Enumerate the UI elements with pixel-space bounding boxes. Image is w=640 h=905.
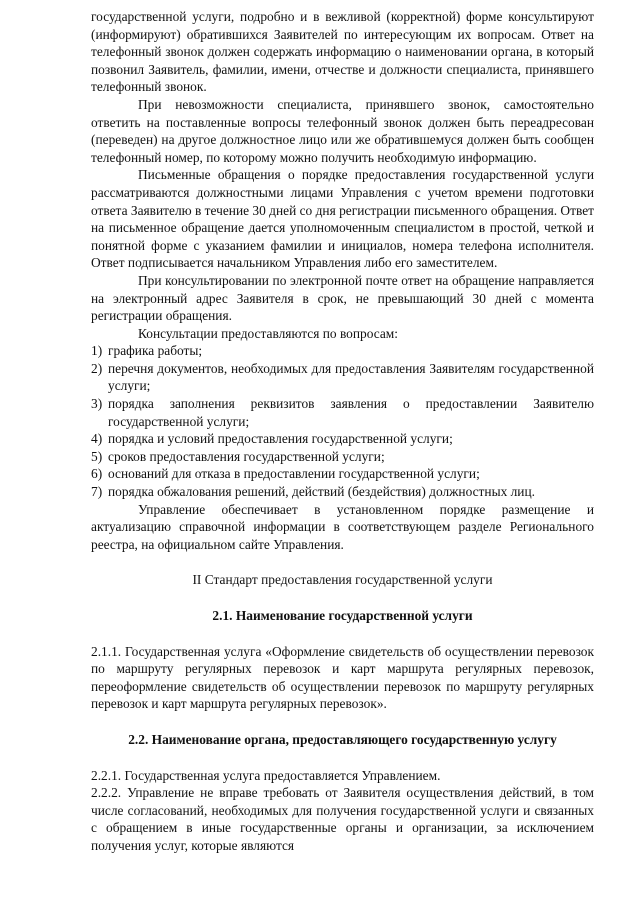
subsection-title-providing-body: 2.2. Наименование органа, предоставляющего государственную услугу <box>128 731 557 747</box>
list-item-number: 1) <box>91 343 103 359</box>
list-item <box>91 465 594 483</box>
list-item <box>91 360 594 395</box>
paragraph-consult-topics-intro: Консультации предоставляются по вопросам: <box>138 325 399 341</box>
list-item <box>91 342 594 360</box>
section-title: II Стандарт предоставления государственной услуги <box>192 572 493 588</box>
list-item-text: графика работы; <box>108 343 203 359</box>
paragraph-service-name: 2.1.1. Государственная услуга «Оформление свидетельств об осуществлении перевозок по маршруту регулярных перевозок и карт маршрута регулярных перевозок, переоформление свидетельств об осуществлении перевозок по маршруту регулярных перевозок и карт маршрута регулярных перевозок». <box>91 643 594 712</box>
paragraph-consultation-phone: государственной услуги, подробно и в вежливой (корректной) форме консультируют (информируют) обратившихся Заявителей по интересующим их вопросам. Ответ на телефонный звонок должен содержать информацию о наименовании органа, в который позвонил Заявитель, фамилии, имени, отчестве и должности специалиста, принявшего телефонный звонок. <box>91 9 594 95</box>
list-item-number: 7) <box>91 484 103 500</box>
list-item-number: 6) <box>91 466 103 482</box>
list-item-text: порядка и условий предоставления государственной услуги; <box>108 431 453 447</box>
list-item-number: 4) <box>91 431 103 447</box>
list-item <box>91 395 594 430</box>
consult-topics-list <box>91 342 594 500</box>
list-item <box>91 483 594 501</box>
subsection-title-service-name: 2.1. Наименование государственной услуги <box>212 608 473 623</box>
list-item-text: порядка заполнения реквизитов заявления о предоставлении Заявителю государственной услуги; <box>108 396 594 429</box>
list-item <box>91 448 594 466</box>
list-item-number: 2) <box>91 360 103 376</box>
list-item-number: 3) <box>91 396 103 412</box>
list-item-text: порядка обжалования решений, действий (бездействия) должностных лиц. <box>108 484 535 500</box>
list-item-text: оснований для отказа в предоставлении государственной услуги; <box>108 466 480 482</box>
paragraph-email-consultation: При консультировании по электронной почте ответ на обращение направляется на электронный адрес Заявителя в срок, не превышающий 30 дней с момента регистрации обращения. <box>91 272 594 324</box>
paragraph-written-requests: Письменные обращения о порядке предоставления государственной услуги рассматриваются должностными лицами Управления с учетом времени подготовки ответа Заявителю в течение 30 дней со дня регистрации письменного обращения. Ответ на письменное обращение дается уполномоченным специалистом в простой, четкой и понятной форме с указанием фамилии и инициалов, номера телефона исполнителя. Ответ подписывается начальником Управления либо его заместителем. <box>91 167 594 271</box>
paragraph-no-extra-requirements: 2.2.2. Управление не вправе требовать от Заявителя осуществления действий, в том числе согласований, необходимых для получения государственной услуги и связанных с обращением в иные государственные органы и организации, за исключением получения услуг, которые являются <box>91 785 594 853</box>
paragraph-provided-by: 2.2.1. Государственная услуга предоставляется Управлением. <box>91 767 441 783</box>
paragraph-redirect-call: При невозможности специалиста, принявшего звонок, самостоятельно ответить на поставленные вопросы телефонный звонок должен быть переадресован (переведен) на другое должностное лицо или же обратившемуся должен быть сообщен телефонный номер, по которому можно получить необходимую информацию. <box>91 96 594 165</box>
list-item <box>91 430 594 448</box>
list-item-number: 5) <box>91 448 103 464</box>
list-item-text: перечня документов, необходимых для предоставления Заявителям государственной услуги; <box>108 360 594 394</box>
paragraph-registry-info: Управление обеспечивает в установленном порядке размещение и актуализацию справочной информации в соответствующем разделе Регионального реестра, на официальном сайте Управления. <box>91 501 594 552</box>
list-item-text: сроков предоставления государственной услуги; <box>108 448 385 464</box>
